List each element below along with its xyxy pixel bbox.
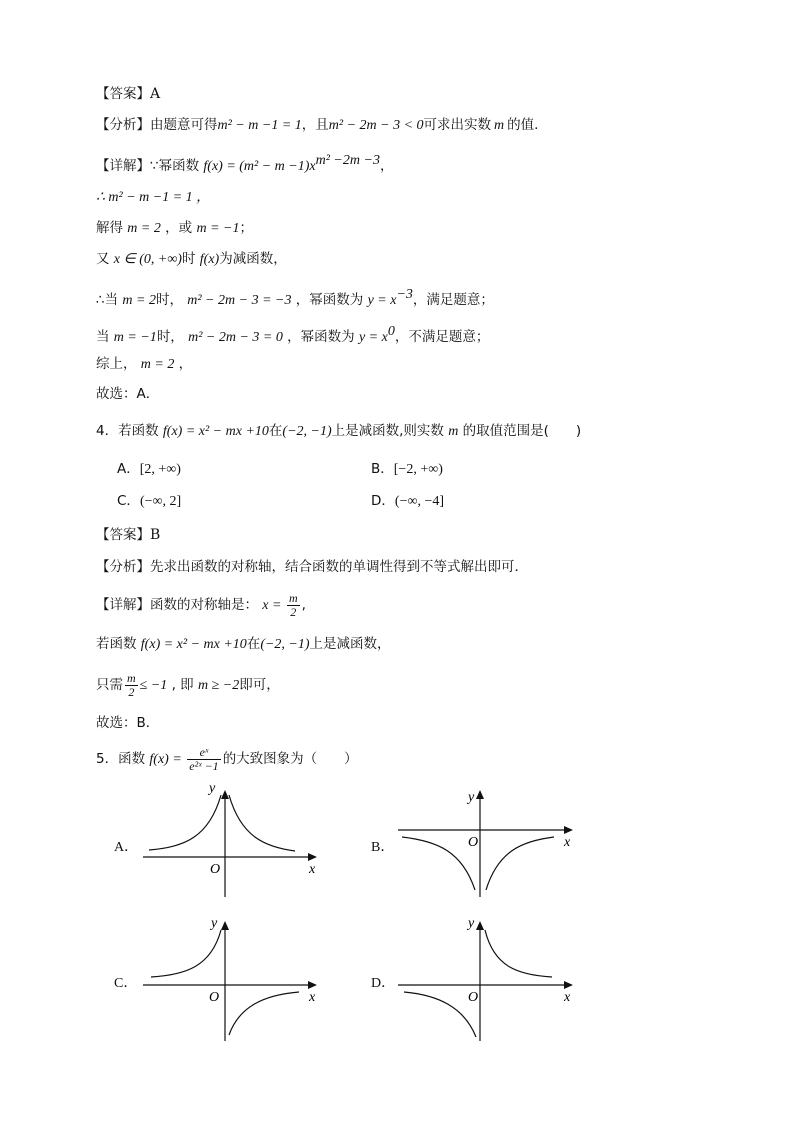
x-label: x xyxy=(564,835,571,850)
q3-step-5: 当 m = −1时， m² − 2m − 3 = 0 ，幂函数为 $y = x^0$，不满足题意； xyxy=(96,324,490,345)
y-label: y xyxy=(211,916,218,931)
q3-answer-line xyxy=(96,84,160,104)
q4-option-a: A．[2, +∞) xyxy=(117,461,181,477)
curve-left xyxy=(151,930,221,977)
x-label: x xyxy=(564,990,571,1005)
y-label: y xyxy=(468,916,475,931)
y-axis-arrow xyxy=(476,921,484,930)
x-axis-arrow xyxy=(564,981,573,989)
curve-left xyxy=(149,795,221,850)
analysis-tag: 【分析】 xyxy=(96,117,150,133)
graph-b-label: B． xyxy=(371,840,395,855)
q4-detail-line: 【详解】函数的对称轴是： x = $\frac{m}{2}$ , xyxy=(96,590,306,619)
graph-d xyxy=(392,915,587,1045)
y-axis-arrow xyxy=(221,790,229,799)
q3-analysis-line: 【分析】由题意可得m² − m −1 = 1，且m² − 2m − 3 < 0可求出实数 m 的值. xyxy=(96,117,539,133)
curve-left xyxy=(402,837,475,890)
graph-a-label: A． xyxy=(114,840,139,855)
graph-c xyxy=(135,915,330,1045)
detail-tag: 【详解】 xyxy=(96,158,150,174)
q3-step-1: ∴ m² − m −1 = 1 ， xyxy=(96,190,211,205)
q3-step-2: 解得 m = 2 ，或 m = −1； xyxy=(96,220,253,236)
curve-right xyxy=(486,837,554,890)
q3-detail-line: 【详解】∵幂函数 $f(x) = (m^2 - m -1)x^{m^2 -2m -3}$， xyxy=(96,153,394,174)
q3-step-6: 综上， m = 2 ， xyxy=(96,356,193,372)
graph-c-label: C． xyxy=(114,976,138,991)
origin-label: O xyxy=(468,990,479,1005)
q4-option-c: C．(−∞, 2] xyxy=(117,493,182,509)
q4-option-d: D．(−∞, −4] xyxy=(371,493,445,509)
graph-a xyxy=(135,785,330,900)
origin-label: O xyxy=(209,990,220,1005)
origin-label: O xyxy=(210,862,221,877)
curve-right xyxy=(229,992,299,1035)
y-label: y xyxy=(209,785,216,796)
q4-stem: 4．若函数 f(x) = x² − mx +10在(−2, −1)上是减函数,则实数 m 的取值范围是( ) xyxy=(96,423,582,439)
q4-option-b: B．[−2, +∞) xyxy=(371,461,443,477)
answer-tag: 【答案】 xyxy=(96,86,150,102)
q3-step-3: 又 x ∈ (0, +∞)时 f(x)为减函数， xyxy=(96,251,287,267)
x-axis-arrow xyxy=(564,826,573,834)
curve-left xyxy=(404,990,479,1037)
q3-choice-line: 故选：A． xyxy=(96,386,160,402)
x-label: x xyxy=(309,862,316,877)
curve-right xyxy=(229,795,295,851)
curve-right xyxy=(485,930,552,977)
x-axis-arrow xyxy=(308,981,317,989)
q4-step-2: 只需 $\frac{m}{2}$ ≤ −1 , 即 m ≥ −2即可， xyxy=(96,670,280,699)
q4-analysis-line: 【分析】先求出函数的对称轴，结合函数的单调性得到不等式解出即可． xyxy=(96,559,528,575)
y-label: y xyxy=(468,790,475,805)
answer-value: A xyxy=(150,86,161,102)
q4-step-1: 若函数 f(x) = x² − mx +10在(−2, −1)上是减函数， xyxy=(96,636,391,652)
q4-choice-line: 故选：B． xyxy=(96,715,160,731)
y-axis-arrow xyxy=(476,790,484,799)
x-label: x xyxy=(309,990,316,1005)
q4-answer-line: 【答案】B xyxy=(96,527,161,543)
q5-stem: 5．函数 f(x) = $\frac{\text{eˣ}}{\text{e²ˣ −1}}$ 的大致图象为（ ） xyxy=(96,744,358,773)
graph-b xyxy=(392,785,587,900)
q3-step-4: ∴当 m = 2时， m² − 2m − 3 = −3 ，幂函数为 $y = x^{-3}$，满足题意； xyxy=(96,287,494,308)
origin-label: O xyxy=(468,835,479,850)
x-axis-arrow xyxy=(308,853,317,861)
y-axis-arrow xyxy=(221,921,229,930)
graph-d-label: D． xyxy=(371,976,396,991)
